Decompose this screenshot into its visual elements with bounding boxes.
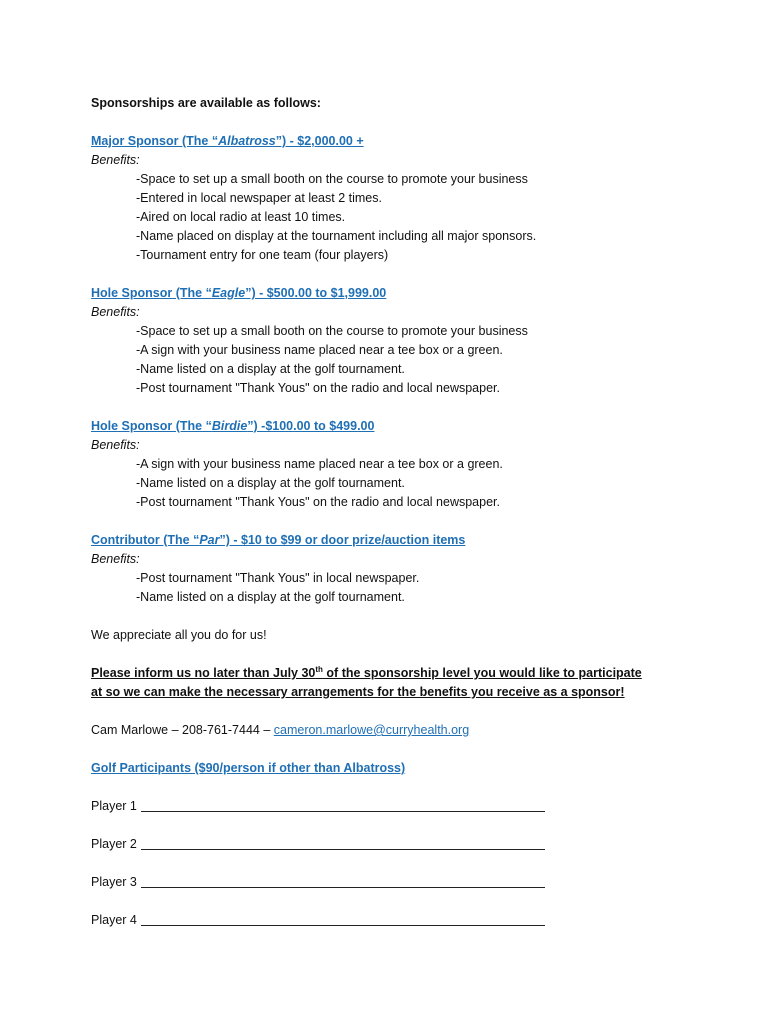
appreciation-text: We appreciate all you do for us!	[91, 628, 267, 642]
benefit-item: -Name placed on display at the tournament including all major sponsors.	[136, 229, 537, 243]
benefit-item: -Tournament entry for one team (four players)	[136, 248, 389, 262]
sponsor-section-birdie	[91, 417, 731, 512]
player-2-input-line[interactable]	[141, 835, 545, 850]
benefits-label: Benefits:	[91, 153, 140, 167]
benefits-label: Benefits:	[91, 305, 140, 319]
benefit-item: -Aired on local radio at least 10 times.	[136, 210, 346, 224]
player-row	[91, 873, 731, 911]
sponsor-section-major	[91, 132, 731, 265]
player-label: Player 1	[91, 799, 137, 813]
sponsor-section-par	[91, 531, 731, 607]
benefit-item: -Post tournament "Thank Yous" in local newspaper.	[136, 571, 420, 585]
benefits-label: Benefits:	[91, 438, 140, 452]
player-3-input-line[interactable]	[141, 873, 545, 888]
benefit-item: -Post tournament "Thank Yous" on the radio and local newspaper.	[136, 495, 500, 509]
player-1-input-line[interactable]	[141, 797, 545, 812]
benefit-item: -Entered in local newspaper at least 2 times.	[136, 191, 382, 205]
benefit-item: -Name listed on a display at the golf tournament.	[136, 476, 405, 490]
contact-name-phone: Cam Marlowe – 208-761-7444 –	[91, 723, 274, 737]
page-heading: Sponsorships are available as follows:	[91, 96, 321, 110]
sponsor-section-eagle	[91, 284, 731, 398]
deadline-notice-line2: at so we can make the necessary arrangements for the benefits you receive as a sponsor!	[91, 685, 625, 699]
player-4-input-line[interactable]	[141, 911, 545, 926]
player-row	[91, 835, 731, 873]
deadline-notice: Please inform us no later than July 30th of the sponsorship level you would like to participate at so we can make the necessary arrangements for the benefits you receive as a sponsor!	[91, 664, 731, 702]
benefit-item: -Space to set up a small booth on the course to promote your business	[136, 172, 528, 186]
benefits-label: Benefits:	[91, 552, 140, 566]
player-row	[91, 911, 731, 949]
sponsor-title-link[interactable]: Major Sponsor (The “Albatross”) - $2,000.00 +	[91, 134, 364, 148]
benefit-item: -Space to set up a small booth on the course to promote your business	[136, 324, 528, 338]
sponsorship-page	[91, 94, 731, 949]
participants-heading-link[interactable]: Golf Participants ($90/person if other than Albatross)	[91, 761, 406, 775]
benefit-item: -A sign with your business name placed near a tee box or a green.	[136, 457, 503, 471]
player-label: Player 2	[91, 837, 137, 851]
benefit-item: -Name listed on a display at the golf tournament.	[136, 590, 405, 604]
sponsor-title-link[interactable]: Hole Sponsor (The “Eagle”) - $500.00 to $1,999.00	[91, 286, 387, 300]
benefit-item: -Post tournament "Thank Yous" on the radio and local newspaper.	[136, 381, 500, 395]
sponsor-title-link[interactable]: Hole Sponsor (The “Birdie”) -$100.00 to $499.00	[91, 419, 375, 433]
contact-line	[91, 721, 731, 740]
contact-email-link[interactable]: cameron.marlowe@curryhealth.org	[273, 723, 470, 737]
benefit-item: -A sign with your business name placed near a tee box or a green.	[136, 343, 503, 357]
sponsor-title-link[interactable]: Contributor (The “Par”) - $10 to $99 or door prize/auction items	[91, 533, 466, 547]
player-label: Player 3	[91, 875, 137, 889]
benefit-item: -Name listed on a display at the golf tournament.	[136, 362, 405, 376]
player-row	[91, 797, 731, 835]
player-label: Player 4	[91, 913, 137, 927]
